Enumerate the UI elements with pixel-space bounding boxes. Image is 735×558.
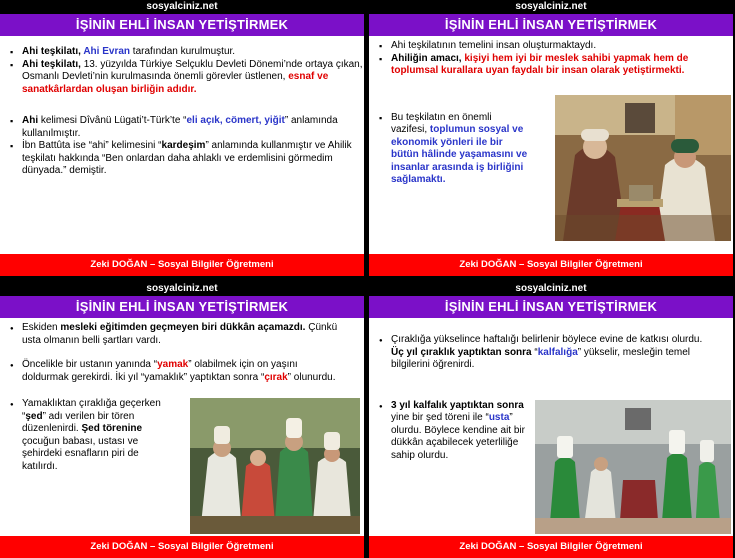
bullet — [369, 334, 714, 372]
text: 13. yüzyılda Türkiye Selçuklu Devleti Dönemi’nde ortaya çıkan, Osmanlı Devleti’nin kurulmasında önemli görevler üstlenen, — [22, 58, 363, 82]
text: Bu teşkilatın en önemli vazifesi, — [391, 111, 492, 135]
site-name: sosyalciniz.net — [0, 0, 364, 14]
text: ” olurdu. Böylece kendine ait bir dükkân açabilecek yeterliliğe sahip olurdu. — [391, 412, 525, 461]
bullet — [0, 359, 345, 384]
text: ” anlamında kullanmıştır ve Ahilik teşkilatı hakkında “Ben onlardan daha ahlaklı ve erdemlisini görmedim dünyada.” demiştir. — [22, 140, 352, 176]
bullet — [0, 46, 364, 59]
bullet — [369, 53, 709, 78]
text: kelimesi Dîvânü Lügati’t-Türk’te “ — [38, 115, 187, 126]
slide-4 — [369, 282, 733, 558]
text: Ahiliğin amacı, — [391, 52, 465, 64]
slide-body — [0, 46, 364, 252]
mastery-ceremony-photo — [535, 400, 731, 534]
text: ” adı verilen bir tören düzenlenirdi. — [22, 410, 135, 434]
text: 3 yıl kalfalık yaptıktan sonra — [391, 399, 524, 411]
text: ” anlamında kullanılmıştır. — [22, 115, 338, 139]
text: kardeşim — [161, 140, 206, 151]
bullet — [0, 398, 175, 473]
text: tarafından kurulmuştur. — [130, 46, 236, 57]
highlight-text: kalfalığa — [537, 346, 578, 358]
painting-ahi-craftsmen-image — [555, 95, 731, 241]
bullet — [0, 140, 364, 178]
slide-title: İŞİNİN EHLİ İNSAN YETİŞTİRMEK — [0, 296, 364, 318]
slide-footer: Zeki DOĞAN – Sosyal Bilgiler Öğretmeni — [369, 536, 733, 558]
slide-1 — [0, 0, 364, 276]
text: çocuğun babası, ustası ve şehirdeki esnafların piri de katılırdı. — [22, 435, 139, 472]
slide-footer: Zeki DOĞAN – Sosyal Bilgiler Öğretmeni — [0, 254, 364, 276]
slide-title: İŞİNİN EHLİ İNSAN YETİŞTİRMEK — [369, 14, 733, 36]
bullet — [369, 112, 529, 187]
slide-2 — [369, 0, 733, 276]
text: yine bir şed töreni ile “ — [391, 412, 489, 423]
text: mesleki eğitimden geçmeyen biri dükkân açamazdı. — [60, 322, 306, 333]
text: törenine — [102, 423, 143, 434]
highlight-text: toplumun sosyal ve ekonomik yönleri ile bir bütün hâlinde yaşamasını ve insanlar arasında iş birliğini sağlamaktı. — [391, 124, 528, 185]
slide-title: İŞİNİN EHLİ İNSAN YETİŞTİRMEK — [0, 14, 364, 36]
slide-title: İŞİNİN EHLİ İNSAN YETİŞTİRMEK — [369, 296, 733, 318]
text: Ahi teşkilatının temelini insan oluşturmaktaydı. — [391, 40, 597, 51]
text: ” olabilmek için on yaşını doldurmak gerekirdi. İki yıl “yamaklık” yaptıktan sonra “ — [22, 359, 298, 383]
text: Ahi — [22, 115, 39, 126]
text: Üç yıl çıraklık yaptıktan sonra — [391, 346, 532, 358]
highlight-text: eli açık, cömert, yiğit — [186, 115, 285, 126]
text: Ahi teşkilatı, — [22, 58, 84, 70]
text: Yamaklıktan çıraklığa geçerken “ — [22, 398, 161, 422]
bullet — [0, 115, 364, 140]
highlight-text: Ahi Evran — [83, 46, 131, 57]
text: Öncelikle bir ustanın yanında “ — [22, 359, 158, 370]
bullet — [369, 40, 709, 53]
slide-footer: Zeki DOĞAN – Sosyal Bilgiler Öğretmeni — [369, 254, 733, 276]
highlight-text: çırak — [264, 371, 288, 383]
text: ” olunurdu. — [287, 371, 336, 383]
text: Eskiden — [22, 322, 61, 333]
bullet — [0, 322, 345, 347]
highlight-text: esnaf ve sanatkârlardan oluşan birliğin adıdır. — [22, 71, 329, 95]
text: “ — [531, 346, 538, 358]
slide-3 — [0, 282, 364, 558]
text: İbn Battûta ise “ahi” kelimesini “ — [22, 140, 162, 151]
highlight-text: kişiyi hem iyi bir meslek sahibi yapmak hem de toplumsal kurallara uyan faydalı bir insan olarak yetiştirmekti. — [391, 52, 689, 76]
site-name: sosyalciniz.net — [0, 282, 364, 296]
text: şed — [25, 410, 43, 422]
site-name: sosyalciniz.net — [369, 282, 733, 296]
bullet — [0, 59, 364, 97]
text: ” yükselir, mesleğin temel bilgilerini öğrenirdi. — [391, 346, 691, 370]
text: Şed — [81, 423, 100, 434]
bullet — [369, 400, 529, 463]
highlight-text: yamak — [157, 359, 189, 370]
highlight-text: usta — [488, 412, 510, 423]
slide-footer: Zeki DOĞAN – Sosyal Bilgiler Öğretmeni — [0, 536, 364, 558]
sed-ceremony-photo — [190, 398, 360, 534]
site-name: sosyalciniz.net — [369, 0, 733, 14]
text: Çıraklığa yükselince haftalığı belirlenir böylece evine de katkısı olurdu. — [391, 334, 703, 345]
text: Çünkü usta olmanın belli şartları vardı. — [22, 322, 338, 346]
text: Ahi teşkilatı, — [22, 46, 84, 57]
